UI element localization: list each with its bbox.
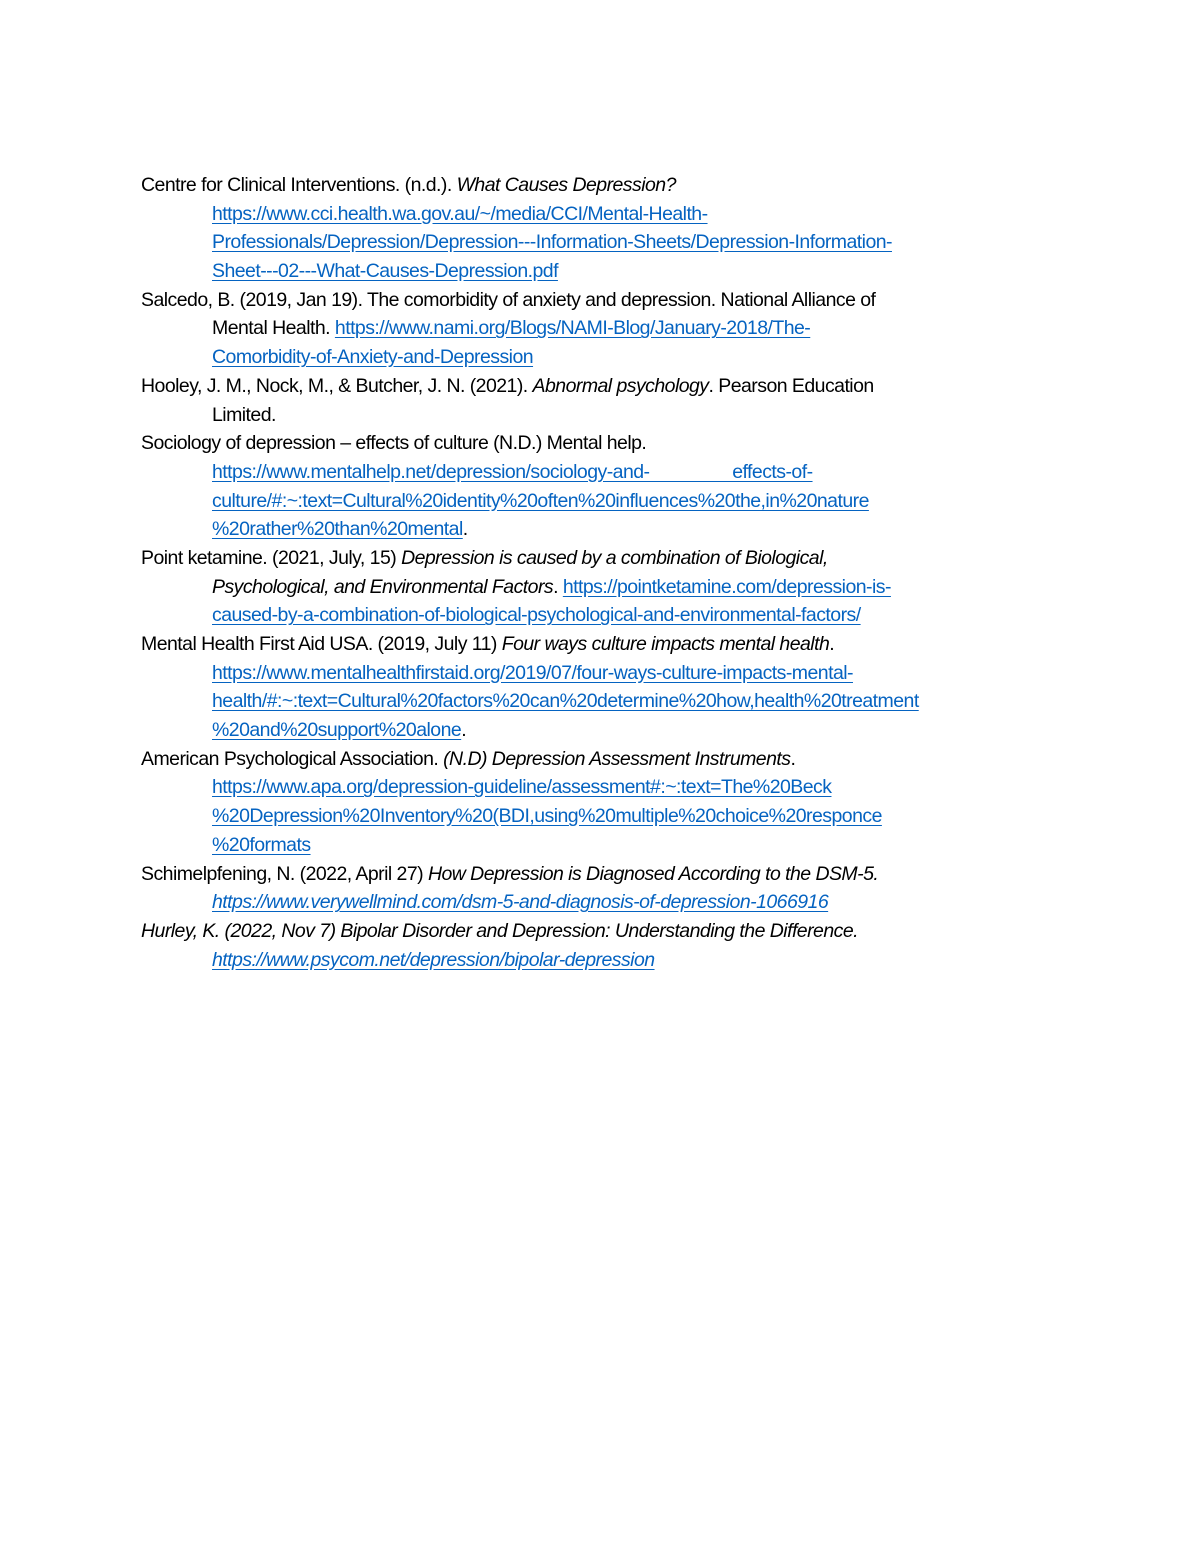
reference-entry — [141, 860, 1053, 917]
reference-url-link[interactable]: https://www.nami.org/Blogs/NAMI-Blog/January-2018/The- — [334, 317, 811, 340]
reference-line — [141, 601, 1053, 630]
reference-title-text: Hurley, K. (2022, Nov 7) Bipolar Disorder and Depression: Understanding the Difference. — [141, 919, 859, 942]
reference-line — [141, 228, 1053, 257]
reference-line — [141, 401, 1053, 430]
reference-url-link[interactable]: https://www.verywellmind.com/dsm-5-and-diagnosis-of-depression-1066916 — [212, 891, 829, 914]
reference-entry — [141, 745, 1053, 860]
reference-line — [141, 773, 1053, 802]
reference-text: Limited. — [212, 403, 276, 426]
reference-url-link[interactable]: %20formats — [212, 833, 311, 856]
reference-line — [141, 802, 1053, 831]
reference-url-link[interactable]: Professionals/Depression/Depression---Information-Sheets/Depression-Information- — [212, 231, 892, 254]
reference-entry — [141, 171, 1053, 286]
reference-line — [141, 860, 1053, 889]
reference-list — [141, 171, 1053, 974]
reference-line — [141, 946, 1053, 975]
reference-title-text: Depression is caused by a combination of Biological, — [401, 546, 828, 569]
reference-entry — [141, 286, 1053, 372]
reference-entry — [141, 429, 1053, 544]
reference-url-link[interactable]: https://www.cci.health.wa.gov.au/~/media/CCI/Mental-Health- — [212, 202, 708, 225]
reference-line — [141, 888, 1053, 917]
reference-text: . — [461, 719, 467, 742]
reference-url-link[interactable]: Comorbidity-of-Anxiety-and-Depression — [212, 346, 534, 369]
reference-entry — [141, 372, 1053, 429]
reference-url-link[interactable]: https://www.mentalhelp.net/depression/sociology-and- effects-of- — [212, 460, 813, 483]
reference-line — [141, 487, 1053, 516]
reference-text: . — [790, 747, 796, 770]
reference-url-link[interactable]: culture/#:~:text=Cultural%20identity%20often%20influences%20the,in%20nature — [212, 489, 869, 512]
reference-text: Centre for Clinical Interventions. (n.d.). — [141, 174, 457, 196]
reference-line — [141, 716, 1053, 745]
reference-title-text: Four ways culture impacts mental health — [501, 633, 830, 655]
reference-text: . Pearson Education — [708, 374, 874, 397]
reference-line — [141, 372, 1053, 401]
reference-line — [141, 630, 1053, 659]
reference-url-link[interactable]: %20Depression%20Inventory%20(BDI,using%20multiple%20choice%20responce — [212, 805, 882, 828]
reference-line — [141, 314, 1053, 343]
reference-text: Hooley, J. M., Nock, M., & Butcher, J. N. (2021). — [141, 374, 533, 397]
reference-text: . — [829, 633, 835, 655]
reference-line — [141, 515, 1053, 544]
reference-title-text: Abnormal psychology — [532, 374, 709, 397]
reference-text: Salcedo, B. (2019, Jan 19). The comorbidity of anxiety and depression. National Alliance of — [141, 288, 876, 311]
reference-line — [141, 917, 1053, 946]
reference-text: . — [553, 575, 563, 598]
reference-line — [141, 429, 1053, 458]
reference-url-link[interactable]: health/#:~:text=Cultural%20factors%20can%20determine%20how,health%20treatment — [212, 690, 919, 713]
reference-title-text: How Depression is Diagnosed According to the DSM-5. — [427, 862, 879, 885]
reference-url-link[interactable]: Sheet---02---What-Causes-Depression.pdf — [212, 260, 558, 283]
reference-line — [141, 573, 1053, 602]
reference-title-text: What Causes Depression? — [456, 174, 676, 196]
reference-url-link[interactable]: https://www.psycom.net/depression/bipolar-depression — [212, 948, 655, 971]
reference-text: Mental Health. — [212, 317, 335, 340]
reference-text: Point ketamine. (2021, July, 15) — [141, 546, 402, 569]
reference-text: Schimelpfening, N. (2022, April 27) — [141, 862, 428, 885]
reference-line — [141, 687, 1053, 716]
reference-line — [141, 200, 1053, 229]
reference-line — [141, 343, 1053, 372]
reference-line — [141, 257, 1053, 286]
reference-entry — [141, 917, 1053, 974]
reference-text: American Psychological Association. — [141, 747, 444, 770]
reference-entry — [141, 630, 1053, 745]
reference-url-link[interactable]: https://pointketamine.com/depression-is- — [562, 575, 891, 598]
reference-line — [141, 745, 1053, 774]
reference-text: Sociology of depression – effects of culture (N.D.) Mental help. — [141, 432, 647, 455]
reference-line — [141, 659, 1053, 688]
reference-title-text: Psychological, and Environmental Factors — [212, 575, 554, 598]
reference-entry — [141, 544, 1053, 630]
reference-line — [141, 831, 1053, 860]
reference-url-link[interactable]: %20and%20support%20alone — [212, 719, 462, 742]
reference-title-text: (N.D) Depression Assessment Instruments — [443, 747, 791, 770]
reference-line — [141, 286, 1053, 315]
reference-text: Mental Health First Aid USA. (2019, July 11) — [141, 633, 502, 655]
reference-url-link[interactable]: %20rather%20than%20mental — [212, 518, 463, 541]
reference-text: . — [462, 518, 468, 541]
reference-url-link[interactable]: https://www.apa.org/depression-guideline/assessment#:~:text=The%20Beck — [212, 776, 832, 799]
reference-line — [141, 458, 1053, 487]
reference-line — [141, 544, 1053, 573]
reference-url-link[interactable]: https://www.mentalhealthfirstaid.org/2019/07/four-ways-culture-impacts-mental- — [212, 661, 853, 684]
reference-url-link[interactable]: caused-by-a-combination-of-biological-psychological-and-environmental-factors/ — [212, 604, 861, 627]
reference-line — [141, 171, 1053, 200]
